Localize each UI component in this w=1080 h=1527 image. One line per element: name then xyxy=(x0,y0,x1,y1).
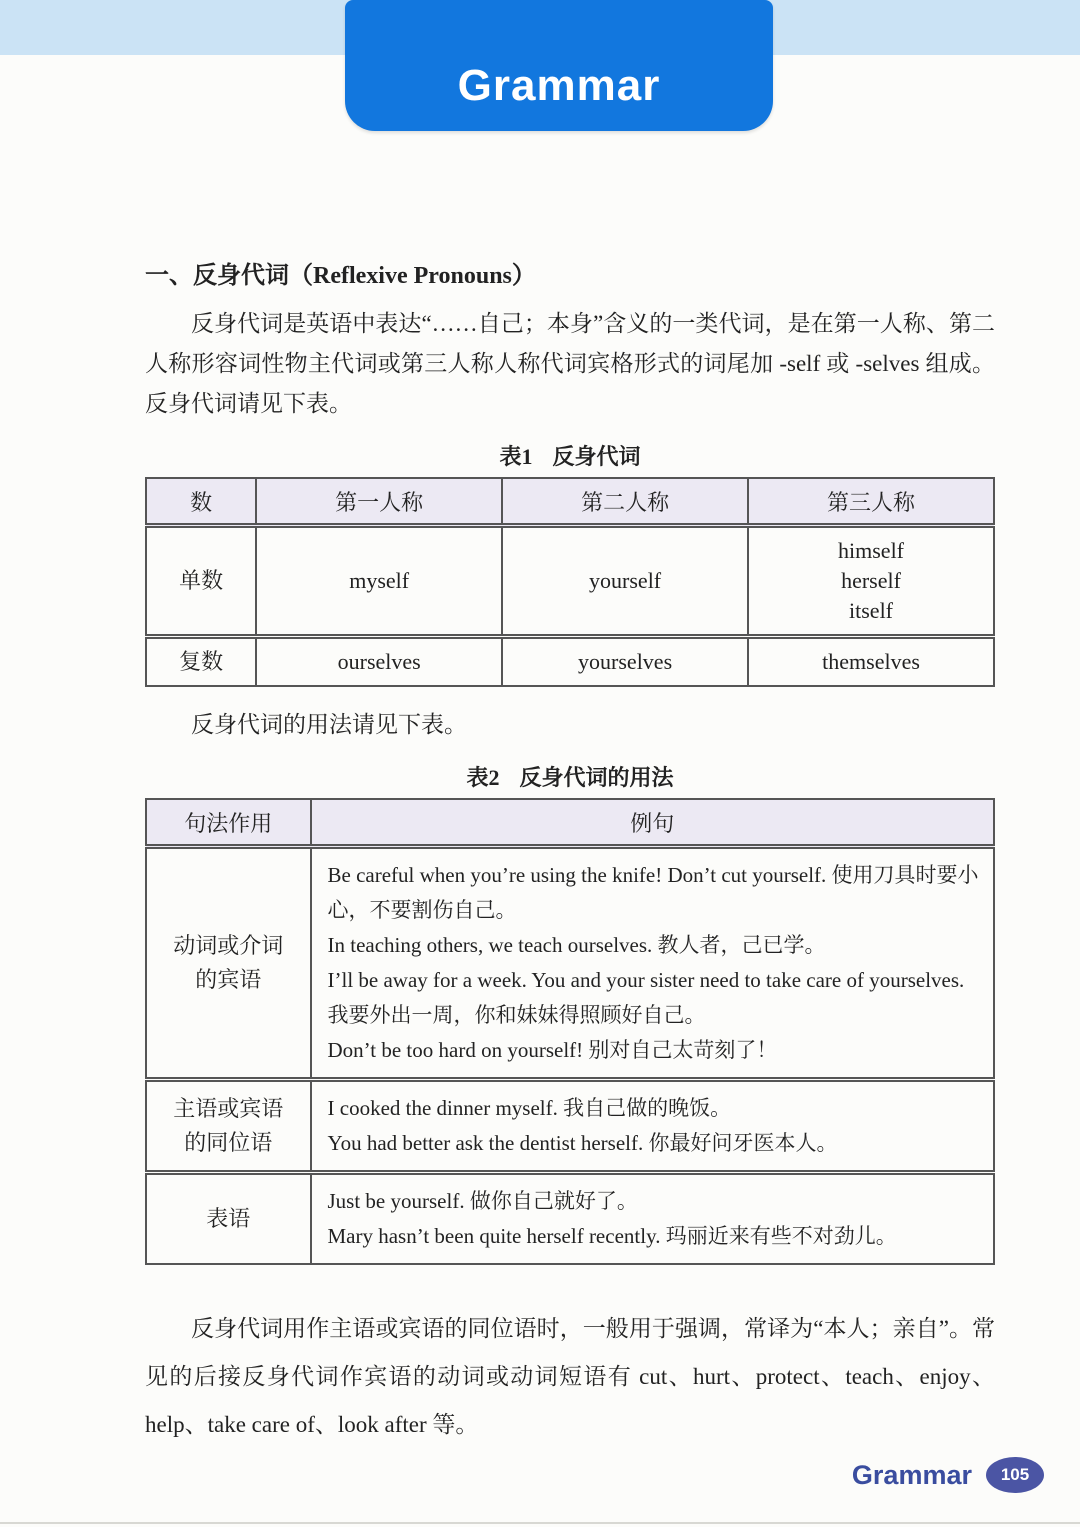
table1-body xyxy=(146,526,994,687)
table1-cell-line: themselves xyxy=(822,649,920,674)
table2-examples-cell xyxy=(311,1173,995,1265)
table1-cell-line: yourselves xyxy=(578,649,673,674)
table1-caption-tag: 表1 xyxy=(499,444,533,469)
section-heading: 一、反身代词（Reflexive Pronouns） xyxy=(145,263,536,289)
table2-caption-title: 反身代词的用法 xyxy=(519,765,674,790)
page-number-badge: 105 xyxy=(986,1457,1044,1493)
table2-example-sentence: Don’t be too hard on yourself! 别对自己太苛刻了！ xyxy=(327,1038,778,1062)
table2-header-cell: 句法作用 xyxy=(146,799,311,847)
table1-header-cell: 第二人称 xyxy=(502,478,748,526)
table1-cell-line: ourselves xyxy=(337,649,421,674)
table1-caption xyxy=(145,440,995,471)
intro-paragraph: 反身代词是英语中表达“……自己；本身”含义的一类代词，是在第一人称、第二人称形容词性物主代词或第三人称人称代词宾格形式的词尾加 -self 或 -selves 组成。反身代词请见下表。 xyxy=(145,311,995,416)
reflexive-usage-table xyxy=(145,798,995,1265)
table1-cell-line: himself xyxy=(838,538,905,563)
table1-cell-line: itself xyxy=(849,598,894,623)
table1-header-cell: 第三人称 xyxy=(748,478,994,526)
table2-example-sentence: In teaching others, we teach ourselves. 教人者，己已学。 xyxy=(327,933,826,957)
table1-cell-line: herself xyxy=(841,568,901,593)
table1-cell xyxy=(256,526,502,637)
table1-cell xyxy=(748,526,994,637)
table1-cell xyxy=(502,526,748,637)
table2-role-line: 表语 xyxy=(206,1206,251,1231)
outro-paragraph: 反身代词用作主语或宾语的同位语时，一般用于强调，常译为“本人；亲自”。常见的后接反身代词作宾语的动词或动词短语有 cut、hurt、protect、teach、enjoy、help、take care of、look after 等。 xyxy=(145,1316,995,1437)
table2-example-sentence: I cooked the dinner myself. 我自己做的晚饭。 xyxy=(327,1096,732,1120)
table1-row xyxy=(146,637,994,687)
scan-artifact-line xyxy=(0,1522,1080,1524)
table2-row xyxy=(146,1173,994,1265)
table2-example-sentence: Just be yourself. 做你自己就好了。 xyxy=(327,1189,638,1213)
table2-role-line: 主语或宾语 xyxy=(173,1096,284,1121)
table1-cell-line: myself xyxy=(349,568,410,593)
table2-note-paragraph: 反身代词的用法请见下表。 xyxy=(191,712,467,737)
table2-row xyxy=(146,847,994,1080)
table1-cell-line: yourself xyxy=(589,568,662,593)
grammar-tab-label: Grammar xyxy=(457,60,661,110)
table2-caption xyxy=(145,761,995,792)
table2-example-sentence: Be careful when you’re using the knife! Don’t cut yourself. 使用刀具时要小心，不要割伤自己。 xyxy=(327,863,979,922)
table2-header-row xyxy=(146,799,994,847)
table2-examples-cell xyxy=(311,847,995,1080)
table1-cell xyxy=(146,637,256,687)
table2-caption-tag: 表2 xyxy=(466,765,500,790)
table2-example-sentence: Mary hasn’t been quite herself recently. 玛丽近来有些不对劲儿。 xyxy=(327,1224,897,1248)
table2-role-cell xyxy=(146,1173,311,1265)
table2-header-cell: 例句 xyxy=(311,799,995,847)
table2-body xyxy=(146,847,994,1265)
table1-cell xyxy=(256,637,502,687)
table1-header-cell: 数 xyxy=(146,478,256,526)
table2-role-line: 的同位语 xyxy=(184,1130,273,1155)
table2-role-line: 动词或介词 xyxy=(173,933,284,958)
table1-cell xyxy=(502,637,748,687)
table1-head xyxy=(146,478,994,526)
table2-head xyxy=(146,799,994,847)
table2-example-sentence: You had better ask the dentist herself. 你最好问牙医本人。 xyxy=(327,1131,838,1155)
table2-role-cell xyxy=(146,847,311,1080)
table2-role-cell xyxy=(146,1080,311,1173)
table1-caption-title: 反身代词 xyxy=(552,444,641,469)
table1-row xyxy=(146,526,994,637)
table1-cell xyxy=(748,637,994,687)
table1-header-cell: 第一人称 xyxy=(256,478,502,526)
table1-cell-line: 复数 xyxy=(179,649,224,674)
table1-cell-line: 单数 xyxy=(179,568,224,593)
table2-row xyxy=(146,1080,994,1173)
footer-section-label: Grammar xyxy=(851,1459,972,1490)
table2-example-sentence: I’ll be away for a week. You and your sister need to take care of yourselves. 我要外出一周，你和妹妹得照顾好自己。 xyxy=(327,968,965,1027)
table2-examples-cell xyxy=(311,1080,995,1173)
page-footer xyxy=(852,1457,1044,1493)
reflexive-pronouns-table xyxy=(145,477,995,687)
table2-role-line: 的宾语 xyxy=(195,967,262,992)
table1-cell xyxy=(146,526,256,637)
table1-header-row xyxy=(146,478,994,526)
